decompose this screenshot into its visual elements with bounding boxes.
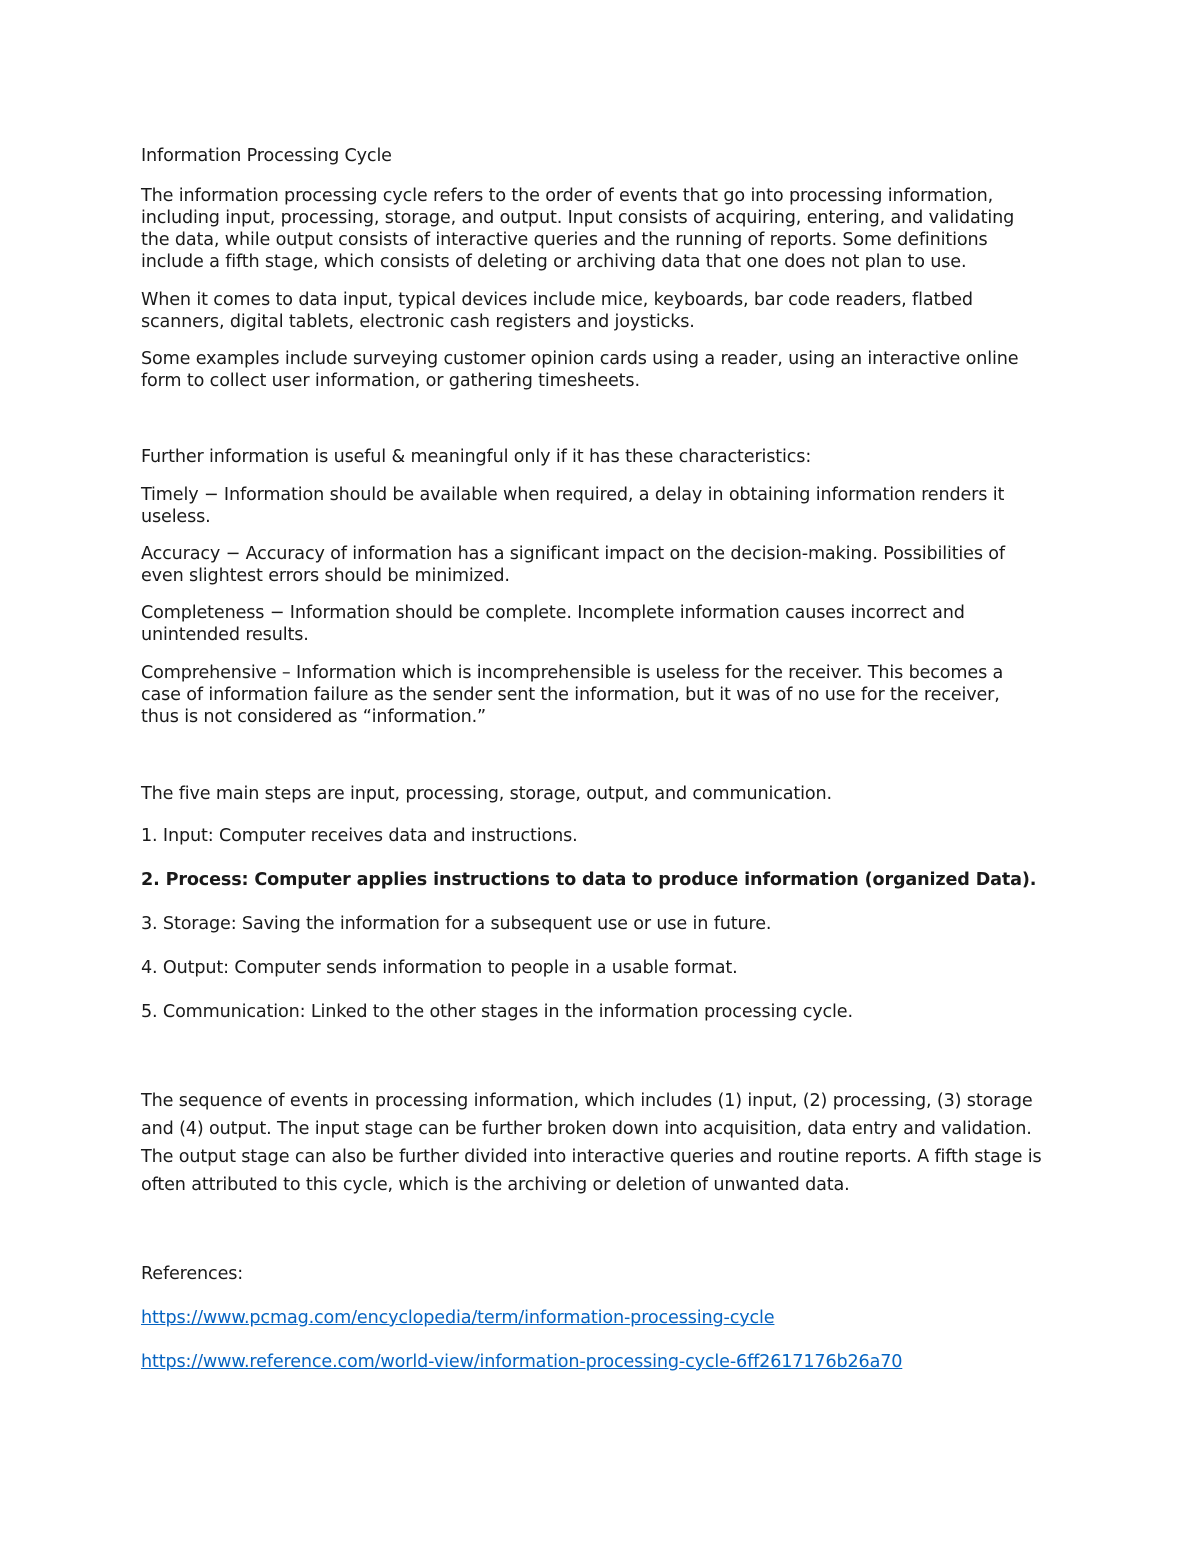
timely-line: useless. — [141, 507, 211, 527]
reference-link-pcmag[interactable]: https://www.pcmag.com/encyclopedia/term/information-processing-cycle — [141, 1308, 775, 1328]
examples-line: Some examples include surveying customer opinion cards using a reader, using an interactive online — [141, 349, 1019, 369]
sequence-line: and (4) output. The input stage can be further broken down into acquisition, data entry and validation. — [141, 1119, 1032, 1139]
comprehensive-line: thus is not considered as “information.” — [141, 707, 486, 727]
document-title: Information Processing Cycle — [141, 146, 392, 166]
timely-line: Timely − Information should be available when required, a delay in obtaining information renders it — [141, 485, 1005, 505]
step-item-process: 2. Process: Computer applies instructions to data to produce information (organized Data). — [141, 870, 1037, 890]
input-devices-line: scanners, digital tablets, electronic cash registers and joysticks. — [141, 312, 695, 332]
sequence-line: often attributed to this cycle, which is the archiving or deletion of unwanted data. — [141, 1175, 850, 1195]
intro-line: The information processing cycle refers to the order of events that go into processing information, — [141, 186, 994, 206]
reference-link-reference[interactable]: https://www.reference.com/world-view/information-processing-cycle-6ff2617176b26a70 — [141, 1352, 903, 1372]
step-item-output: 4. Output: Computer sends information to people in a usable format. — [141, 958, 738, 978]
intro-line: include a fifth stage, which consists of deleting or archiving data that one does not plan to use. — [141, 252, 967, 272]
references-label: References: — [141, 1264, 244, 1284]
sequence-line: The output stage can also be further divided into interactive queries and routine reports. A fifth stage is — [141, 1147, 1042, 1167]
step-item-storage: 3. Storage: Saving the information for a subsequent use or use in future. — [141, 914, 772, 934]
steps-intro: The five main steps are input, processing, storage, output, and communication. — [141, 784, 832, 804]
accuracy-line: even slightest errors should be minimized. — [141, 566, 510, 586]
step-item-input: 1. Input: Computer receives data and instructions. — [141, 826, 578, 846]
completeness-line: Completeness − Information should be complete. Incomplete information causes incorrect and — [141, 603, 965, 623]
intro-line: the data, while output consists of interactive queries and the running of reports. Some definitions — [141, 230, 988, 250]
sequence-line: The sequence of events in processing information, which includes (1) input, (2) processing, (3) storage — [141, 1091, 1033, 1111]
comprehensive-line: case of information failure as the sender sent the information, but it was of no use for the receiver, — [141, 685, 1000, 705]
intro-line: including input, processing, storage, and output. Input consists of acquiring, entering, and validating — [141, 208, 1015, 228]
characteristics-intro: Further information is useful & meaningful only if it has these characteristics: — [141, 447, 812, 467]
input-devices-line: When it comes to data input, typical devices include mice, keyboards, bar code readers, flatbed — [141, 290, 973, 310]
comprehensive-line: Comprehensive – Information which is incomprehensible is useless for the receiver. This becomes a — [141, 663, 1004, 683]
step-item-communication: 5. Communication: Linked to the other stages in the information processing cycle. — [141, 1002, 853, 1022]
accuracy-line: Accuracy − Accuracy of information has a significant impact on the decision-making. Possibilities of — [141, 544, 1005, 564]
completeness-line: unintended results. — [141, 625, 309, 645]
examples-line: form to collect user information, or gathering timesheets. — [141, 371, 640, 391]
